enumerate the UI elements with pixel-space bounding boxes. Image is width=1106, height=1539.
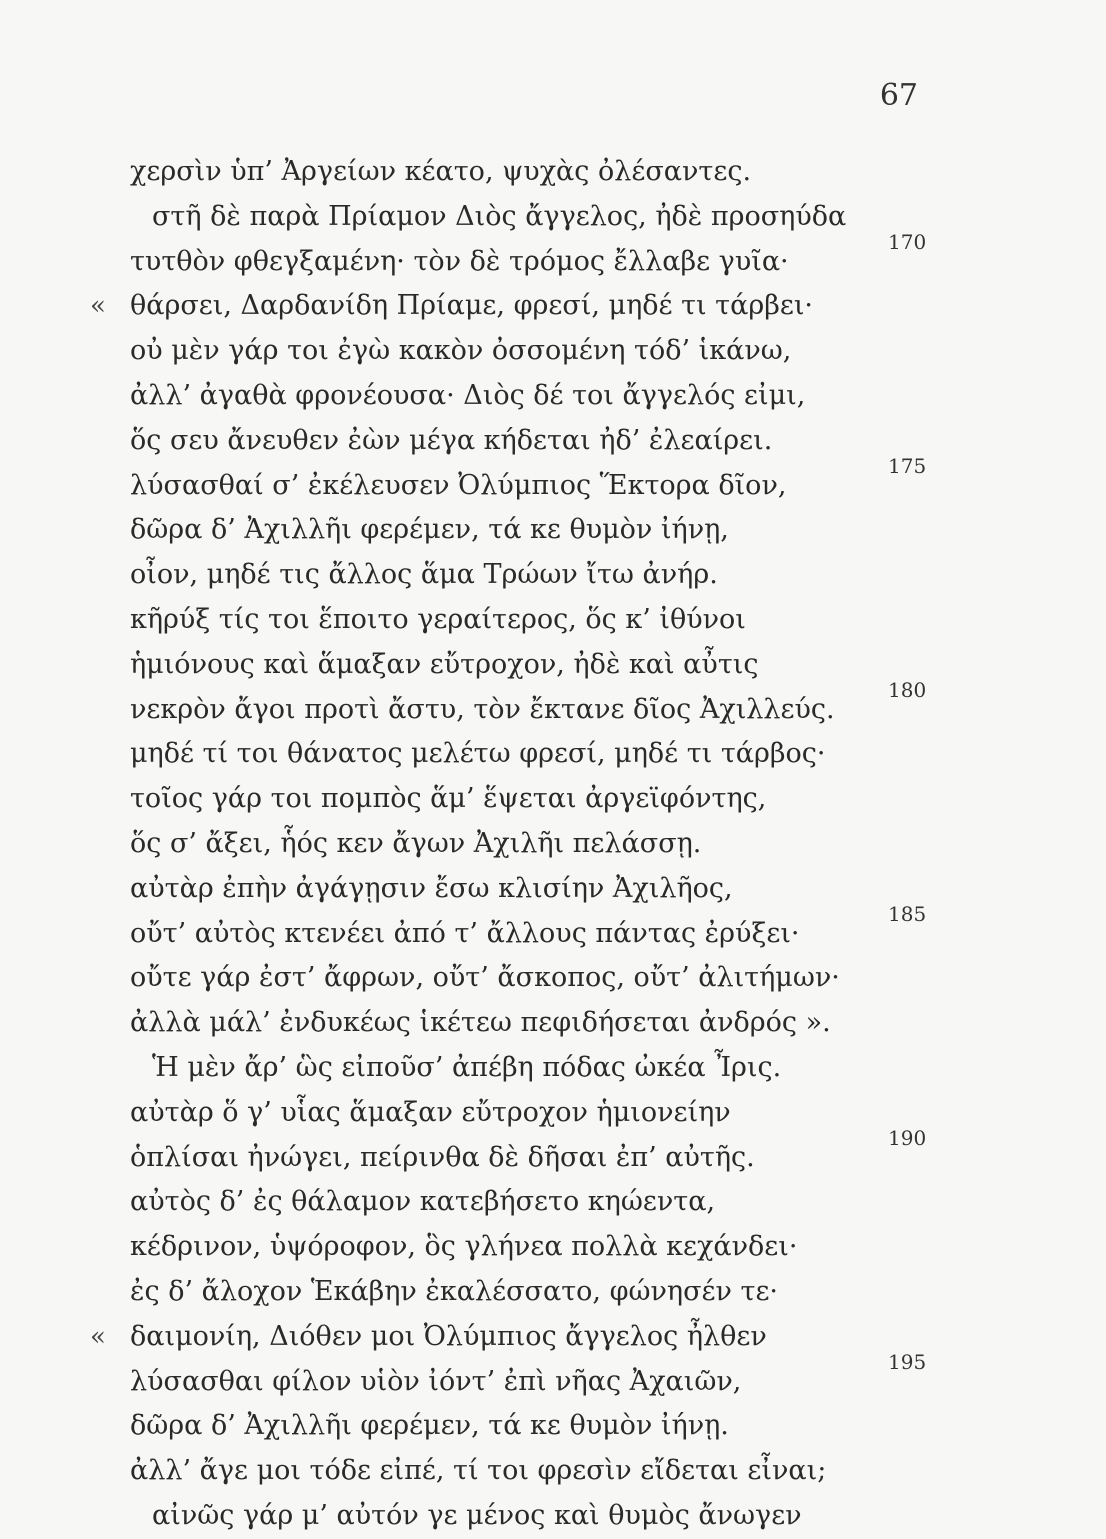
verse-line	[130, 867, 970, 912]
verse-text: νεκρὸν ἄγοι προτὶ ἄστυ, τὸν ἔκτανε δῖος Ἀχιλλεύς.	[130, 693, 835, 725]
page-number: 67	[879, 78, 918, 113]
verse-text: οὐ μὲν γάρ τοι ἐγὼ κακὸν ὀσσομένη τόδ’ ἱκάνω,	[130, 335, 792, 367]
verse-text: ἐς δ’ ἄλοχον Ἑκάβην ἐκαλέσσατο, φώνησέν τε·	[130, 1275, 779, 1307]
verse-line	[130, 508, 970, 553]
verse-text: λύσασθαί σ’ ἐκέλευσεν Ὀλύμπιος Ἕκτορα δῖον,	[130, 469, 787, 501]
verse-text: θάρσει, Δαρδανίδη Πρίαμε, φρεσί, μηδέ τι τάρβει·	[130, 290, 813, 322]
verse-text: αὐτὰρ ἐπὴν ἀγάγῃσιν ἔσω κλισίην Ἀχιλῆος,	[130, 872, 733, 904]
verse-line	[130, 956, 970, 1001]
verse-line	[130, 822, 970, 867]
verse-text: κέδρινον, ὑψόροφον, ὃς γλήνεα πολλὰ κεχάνδει·	[130, 1231, 798, 1263]
verse-text: μηδέ τί τοι θάνατος μελέτω φρεσί, μηδέ τι τάρβος·	[130, 738, 826, 770]
verse-list	[90, 150, 970, 1539]
verse-line	[130, 453, 970, 509]
verse-line	[130, 374, 970, 419]
verse-line	[130, 732, 970, 777]
verse-line	[130, 1091, 970, 1136]
verse-text: ἀλλ’ ἄγε μοι τόδε εἰπέ, τί τοι φρεσὶν εἴδεται εἶναι;	[130, 1455, 827, 1487]
verse-line	[130, 419, 970, 464]
verse-text: Ἡ μὲν ἄρ’ ὣς εἰποῦσ’ ἀπέβη πόδας ὠκέα Ἶρις.	[152, 1051, 782, 1083]
verse-text: αὐτὸς δ’ ἐς θάλαμον κατεβήσετο κηώεντα,	[130, 1186, 716, 1218]
verse-text: τυτθὸν φθεγξαμένη· τὸν δὲ τρόμος ἔλλαβε γυῖα·	[130, 245, 789, 277]
verse-line	[130, 1046, 970, 1091]
verse-line	[130, 1270, 970, 1315]
verse-line	[130, 229, 970, 285]
verse-line	[130, 1449, 970, 1494]
verse-line	[130, 901, 970, 957]
verse-line	[130, 1494, 970, 1539]
verse-line	[130, 150, 970, 195]
line-number: 170	[888, 229, 927, 254]
verse-text: ὅς σευ ἄνευθεν ἐὼν μέγα κήδεται ἠδ’ ἐλεαίρει.	[130, 424, 773, 456]
speech-open-quote: «	[90, 1321, 106, 1352]
verse-line	[130, 1001, 970, 1046]
verse-text: λύσασθαι φίλον υἱὸν ἰόντ’ ἐπὶ νῆας Ἀχαιῶν,	[130, 1365, 742, 1397]
verse-text: αὐτὰρ ὅ γ’ υἷας ἅμαξαν εὔτροχον ἡμιονείην	[130, 1096, 731, 1128]
verse-line	[130, 598, 970, 643]
line-number: 180	[888, 677, 927, 702]
verse-text: στῆ δὲ παρὰ Πρίαμον Διὸς ἄγγελος, ἠδὲ προσηύδα	[152, 200, 847, 232]
line-number: 175	[888, 453, 927, 478]
verse-text: ἀλλ’ ἀγαθὰ φρονέουσα· Διὸς δέ τοι ἄγγελός εἰμι,	[130, 379, 806, 411]
verse-line	[130, 1225, 970, 1270]
verse-line	[130, 1349, 970, 1405]
verse-text: ὁπλίσαι ἠνώγει, πείρινθα δὲ δῆσαι ἐπ’ αὐτῆς.	[130, 1141, 755, 1173]
verse-text: ἡμιόνους καὶ ἅμαξαν εὔτροχον, ἠδὲ καὶ αὖτις	[130, 648, 759, 680]
verse-line	[130, 1125, 970, 1181]
verse-text: οὔτε γάρ ἐστ’ ἄφρων, οὔτ’ ἄσκοπος, οὔτ’ ἀλιτήμων·	[130, 962, 840, 994]
verse-line	[130, 643, 970, 688]
verse-text: χερσὶν ὑπ’ Ἀργείων κέατο, ψυχὰς ὀλέσαντες.	[130, 156, 752, 187]
verse-text: δῶρα δ’ Ἀχιλλῆι φερέμεν, τά κε θυμὸν ἰήνῃ,	[130, 514, 729, 546]
verse-text: δαιμονίη, Διόθεν μοι Ὀλύμπιος ἄγγελος ἦλθεν	[130, 1320, 767, 1352]
verse-text: αἰνῶς γάρ μ’ αὐτόν γε μένος καὶ θυμὸς ἄνωγεν	[152, 1499, 802, 1531]
verse-text: τοῖος γάρ τοι πομπὸς ἅμ’ ἕψεται ἀργεϊφόντης,	[130, 783, 767, 815]
speech-open-quote: «	[90, 291, 106, 322]
verse-line	[130, 1180, 970, 1225]
verse-text: ἀλλὰ μάλ’ ἐνδυκέως ἱκέτεω πεφιδήσεται ἀνδρός ».	[130, 1007, 831, 1039]
verse-text: ὅς σ’ ἄξει, ἧός κεν ἄγων Ἀχιλῆι πελάσσῃ.	[130, 827, 702, 859]
line-number: 195	[888, 1349, 927, 1374]
line-number: 190	[888, 1125, 927, 1150]
verse-text: οὔτ’ αὐτὸς κτενέει ἀπό τ’ ἄλλους πάντας ἐρύξει·	[130, 917, 800, 949]
verse-line	[90, 1315, 970, 1360]
verse-line	[130, 329, 970, 374]
verse-line	[130, 777, 970, 822]
verse-line	[130, 553, 970, 598]
verse-line	[130, 677, 970, 733]
verse-text: κῆρύξ τίς τοι ἕποιτο γεραίτερος, ὅς κ’ ἰθύνοι	[130, 603, 746, 635]
line-number: 185	[888, 901, 927, 926]
verse-text: οἶον, μηδέ τις ἄλλος ἅμα Τρώων ἴτω ἀνήρ.	[130, 559, 718, 591]
verse-line	[130, 195, 970, 240]
verse-text: δῶρα δ’ Ἀχιλλῆι φερέμεν, τά κε θυμὸν ἰήνῃ.	[130, 1410, 729, 1442]
verse-line	[90, 284, 970, 329]
verse-line	[130, 1404, 970, 1449]
